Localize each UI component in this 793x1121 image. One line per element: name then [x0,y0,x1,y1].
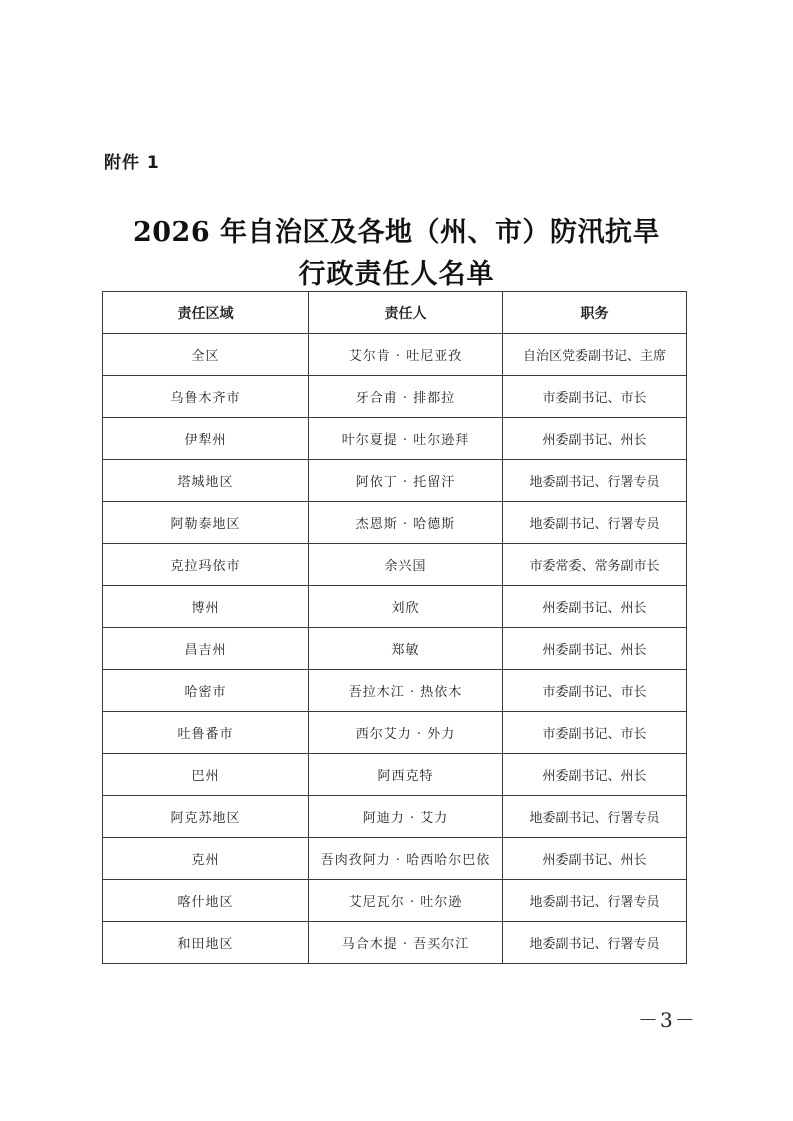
header-region: 责任区域 [103,292,309,334]
table-row [103,754,687,796]
page-number: －3－ [638,1008,697,1032]
cell-region: 乌鲁木齐市 [103,376,309,418]
cell-region: 阿克苏地区 [103,796,309,838]
cell-person: 杰恩斯 · 哈德斯 [309,502,503,544]
cell-person: 刘欣 [309,586,503,628]
table-row [103,502,687,544]
cell-position: 州委副书记、州长 [503,586,687,628]
cell-region: 吐鲁番市 [103,712,309,754]
cell-region: 伊犁州 [103,418,309,460]
table-row [103,838,687,880]
cell-position: 地委副书记、行署专员 [503,502,687,544]
cell-person: 叶尔夏提 · 吐尔逊拜 [309,418,503,460]
cell-position: 地委副书记、行署专员 [503,796,687,838]
cell-position: 地委副书记、行署专员 [503,922,687,964]
cell-position: 市委副书记、市长 [503,670,687,712]
table-row [103,334,687,376]
cell-position: 州委副书记、州长 [503,754,687,796]
cell-region: 全区 [103,334,309,376]
table-row [103,418,687,460]
cell-position: 州委副书记、州长 [503,838,687,880]
table-row [103,544,687,586]
cell-region: 巴州 [103,754,309,796]
cell-person: 艾尼瓦尔 · 吐尔逊 [309,880,503,922]
document-title-line1: 2026 年自治区及各地（州、市）防汛抗旱 [132,217,661,248]
table-row [103,880,687,922]
table-header-row [103,292,687,334]
cell-position: 市委副书记、市长 [503,376,687,418]
cell-person: 阿西克特 [309,754,503,796]
cell-region: 喀什地区 [103,880,309,922]
responsibility-table [102,291,687,964]
cell-person: 阿依丁 · 托留汗 [309,460,503,502]
cell-position: 州委副书记、州长 [503,628,687,670]
cell-region: 哈密市 [103,670,309,712]
attachment-label: 附件 1 [104,153,160,173]
cell-person: 马合木提 · 吾买尔江 [309,922,503,964]
table-row [103,628,687,670]
cell-person: 牙合甫 · 排都拉 [309,376,503,418]
table-row [103,460,687,502]
table-row [103,586,687,628]
table-row [103,796,687,838]
table-row [103,376,687,418]
cell-person: 阿迪力 · 艾力 [309,796,503,838]
cell-person: 艾尔肯 · 吐尼亚孜 [309,334,503,376]
cell-person: 郑敏 [309,628,503,670]
table-row [103,922,687,964]
cell-region: 阿勒泰地区 [103,502,309,544]
cell-position: 市委常委、常务副市长 [503,544,687,586]
cell-person: 吾拉木江 · 热依木 [309,670,503,712]
cell-region: 克拉玛依市 [103,544,309,586]
header-person: 责任人 [309,292,503,334]
table-row [103,712,687,754]
cell-position: 地委副书记、行署专员 [503,880,687,922]
header-position: 职务 [503,292,687,334]
cell-region: 塔城地区 [103,460,309,502]
document-title-line2: 行政责任人名单 [298,259,495,290]
cell-position: 地委副书记、行署专员 [503,460,687,502]
cell-position: 市委副书记、市长 [503,712,687,754]
cell-region: 博州 [103,586,309,628]
table-row [103,670,687,712]
cell-position: 自治区党委副书记、主席 [503,334,687,376]
cell-person: 余兴国 [309,544,503,586]
cell-region: 昌吉州 [103,628,309,670]
cell-region: 克州 [103,838,309,880]
cell-person: 吾肉孜阿力 · 哈西哈尔巴依 [309,838,503,880]
cell-person: 西尔艾力 · 外力 [309,712,503,754]
cell-region: 和田地区 [103,922,309,964]
cell-position: 州委副书记、州长 [503,418,687,460]
